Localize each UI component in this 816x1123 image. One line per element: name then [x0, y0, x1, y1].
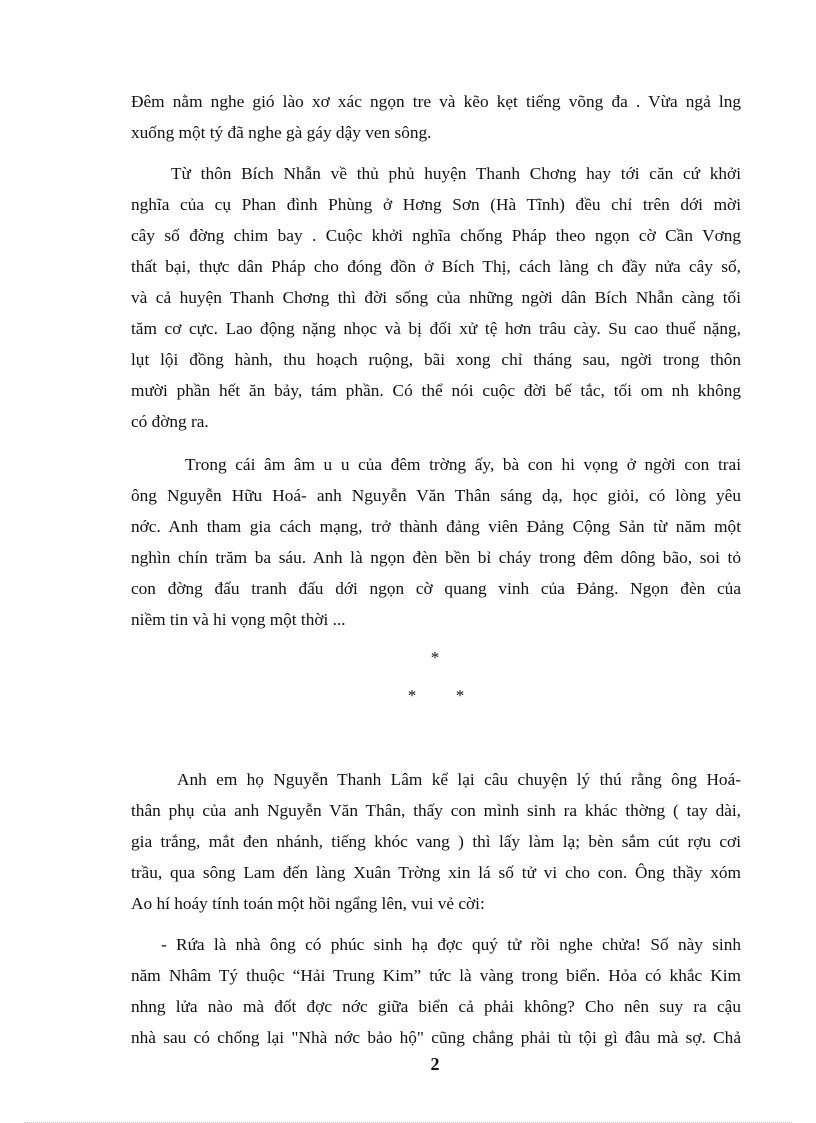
text-line: Từ thôn Bích Nhẫn về thủ phủ huyện Thanh Chơng hay tới căn cứ khởi	[171, 164, 741, 183]
text-line: thân phụ của anh Nguyễn Văn Thân, thấy con mình sinh ra khác thờng ( tay dài,	[131, 801, 741, 820]
text-line: ông Nguyễn Hữu Hoá- anh Nguyễn Văn Thân sáng dạ, học giỏi, có lòng yêu	[131, 486, 741, 505]
text-line: tăm cơ cực. Lao động nặng nhọc và bị đối xử tệ hơn trâu cày. Su cao thuế nặng,	[131, 319, 741, 338]
section-separator	[0, 648, 816, 708]
text-line: có đờng ra.	[131, 412, 209, 431]
paragraph-1	[131, 86, 741, 148]
text-line: nhà sau có chống lại "Nhà nớc bảo hộ" cũng chẳng phải tù tội gì đâu mà sợ. Chả	[131, 1028, 741, 1047]
page-number: 2	[430, 1054, 440, 1074]
text-line: gia trắng, mắt đen nhánh, tiếng khóc vang ) thì lấy làm lạ; bèn sắm cút rợu cơi	[131, 832, 741, 851]
text-line: - Rứa là nhà ông có phúc sinh hạ đợc quý tử rồi nghe chửa! Số này sinh	[161, 935, 741, 954]
text-line: Trong cái âm âm u u của đêm trờng ấy, bà con hi vọng ở ngời con trai	[185, 455, 741, 474]
paragraph-4	[131, 764, 741, 919]
text-line: xuống một tý đã nghe gà gáy dậy ven sông.	[131, 123, 432, 142]
text-line: và cả huyện Thanh Chơng thì đời sống của những ngời dân Bích Nhẫn càng tối	[131, 288, 741, 307]
text-line: mười phần hết ăn bảy, tám phần. Có thể nói cuộc đời bế tắc, tối om nh không	[131, 381, 741, 400]
text-line: thất bại, thực dân Pháp cho đóng đồn ở Bích Thị, cách làng ch đầy nửa cây số,	[131, 257, 741, 276]
text-line: Anh em họ Nguyễn Thanh Lâm kể lại câu chuyện lý thú rằng ông Hoá-	[177, 770, 741, 789]
text-line: cây số đờng chim bay . Cuộc khởi nghĩa chống Pháp theo ngọn cờ Cần Vơng	[131, 226, 741, 245]
text-line: con đờng đấu tranh đấu dới ngọn cờ quang vinh của Đảng. Ngọn đèn của	[131, 579, 741, 598]
text-line: năm Nhâm Tý thuộc “Hải Trung Kim” tức là vàng trong biển. Hỏa có khắc Kim	[131, 966, 741, 985]
separator-star: *	[407, 686, 417, 705]
text-line: nghĩa của cụ Phan đình Phùng ở Hơng Sơn (Hà Tĩnh) đều chỉ trên dới mời	[131, 195, 741, 214]
text-line: nghìn chín trăm ba sáu. Anh là ngọn đèn bền bỉ cháy trong đêm dông bão, soi tỏ	[131, 548, 741, 567]
paragraph-2	[131, 158, 741, 437]
text-line: niềm tin và hi vọng một thời ...	[131, 610, 346, 629]
text-line: nhng lửa nào mà đốt đợc nớc giữa biển cả phải không? Cho nên suy ra cậu	[131, 997, 741, 1016]
paragraph-3	[131, 449, 741, 635]
text-line: trầu, qua sông Lam đến làng Xuân Trờng xin lá số tử vi cho con. Ông thầy xóm	[131, 863, 741, 882]
separator-star: *	[455, 686, 465, 705]
text-line: nớc. Anh tham gia cách mạng, trở thành đảng viên Đảng Cộng Sản từ năm một	[131, 517, 741, 536]
paragraph-5	[131, 929, 741, 1053]
separator-star: *	[430, 648, 440, 667]
text-line: Đêm nằm nghe gió lào xơ xác ngọn tre và kẽo kẹt tiếng võng đa . Vừa ngả lng	[131, 92, 741, 111]
text-line: Ao hí hoáy tính toán một hồi ngẩng lên, vui vẻ cời:	[131, 894, 485, 913]
text-line: lụt lội đồng hành, thu hoạch ruộng, bãi xong chỉ tháng sau, ngời trong thôn	[131, 350, 741, 369]
